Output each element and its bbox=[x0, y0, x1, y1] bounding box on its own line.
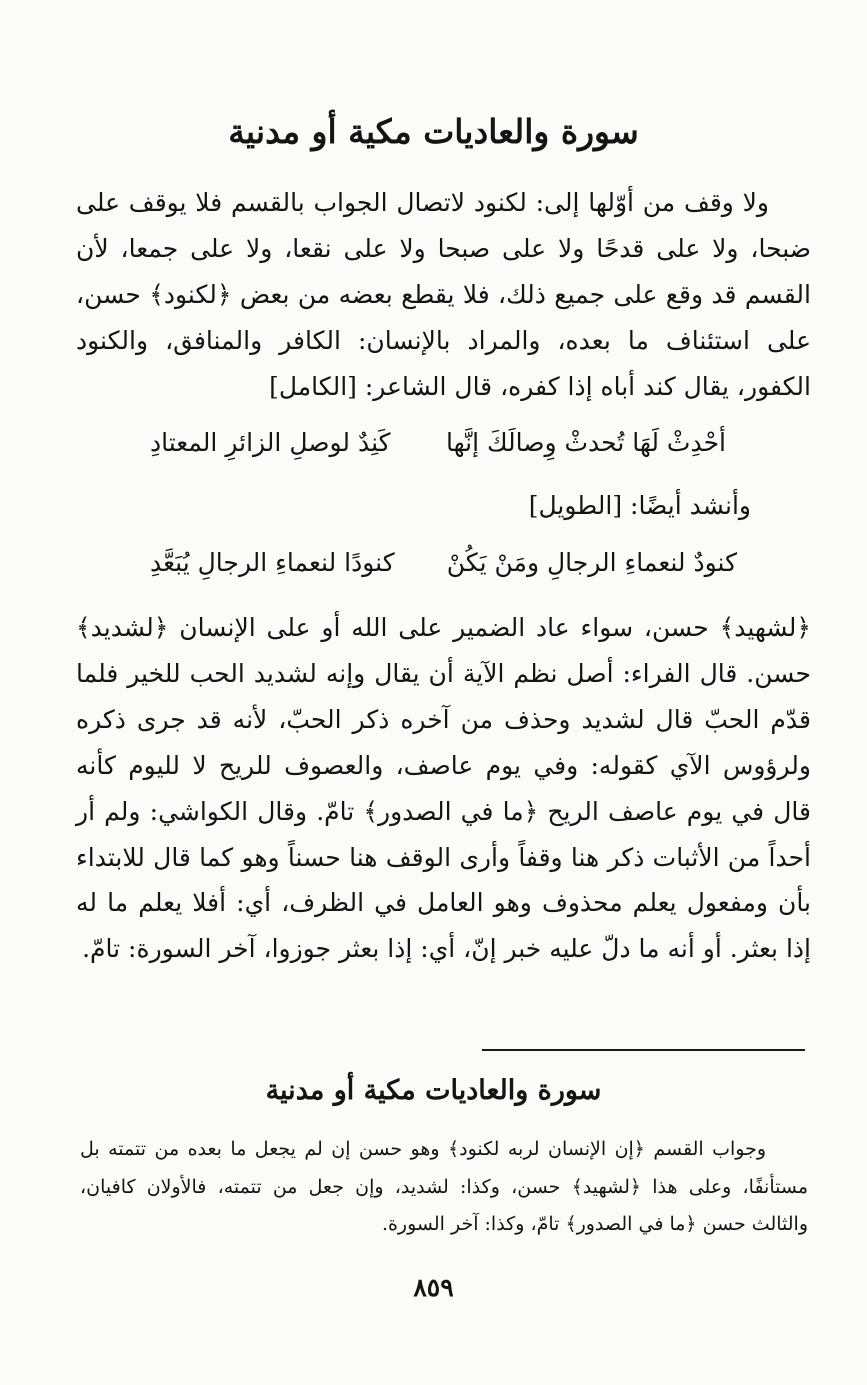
footnote-title: سورة والعاديات مكية أو مدنية bbox=[265, 1075, 602, 1106]
footnote-paragraph: وجواب القسم ﴿إن الإنسان لربه لكنود﴾ وهو حسن إن لم يجعل ما بعده من تتمته بل مستأنفًا، وعلى هذا ﴿لشهيد﴾ حسن، وكذا: لشديد، وإن جعل من تتمته، فالأولان كافيان، والثالث حسن ﴿ما في الصدور﴾ تامّ، وكذا: آخر السورة. bbox=[80, 1138, 808, 1235]
paragraph-2: ﴿لشهيد﴾ حسن، سواء عاد الضمير على الله أو على الإنسان ﴿لشديد﴾ حسن. قال الفراء: أصل نظم الآية أن يقال وإنه لشديد الحب للخير فلما قدّم الحبّ قال لشديد وحذف من آخره ذكر الحبّ، لأنه قد جرى ذكره ولرؤوس الآي كقوله: وفي يوم عاصف، والعصوف للريح لا لليوم كأنه قال في يوم عاصف الريح ﴿ما في الصدور﴾ تامّ. وقال الكواشي: ولم أر أحداً من الأثبات ذكر هنا وقفاً وأرى الوقف هنا حسناً وهو كما قال للابتداء بأن ومفعول يعلم محذوف وهو العامل في الظرف، أي: أفلا يعلم ما له إذا بعثر. أو أنه ما دلّ عليه خبر إنّ، أي: إذا بعثر جوزوا، آخر السورة: تامّ. bbox=[76, 613, 811, 964]
poem1-first-hemistich: أحْدِثْ لَهَا تُحدثْ وِصالَكَ إنَّها bbox=[445, 428, 726, 457]
poem2-second-hemistich: كنودًا لنعماءِ الرجالِ يُبَعَّدِ bbox=[150, 548, 395, 577]
main-text-block-2 bbox=[76, 605, 811, 972]
poem1-second-hemistich: كَنِدٌ لوصلِ الزائرِ المعتادِ bbox=[150, 428, 391, 457]
paragraph-1: ولا وقف من أوّلها إلى: لكنود لاتصال الجواب بالقسم فلا يوقف على ضبحا، ولا على قدحًا ولا على صبحا ولا على نقعا، ولا على جمعا، لأن القسم قد وقع على جميع ذلك، فلا يقطع بعضه من بعض ﴿لكنود﴾ حسن، على استئناف ما بعده، والمراد بالإنسان: الكافر والمنافق، والكنود الكفور، يقال كند أباه إذا كفره، قال الشاعر: [الكامل] bbox=[76, 188, 811, 401]
poem2-first-hemistich: كنودٌ لنعماءِ الرجالِ ومَنْ يَكُنْ bbox=[446, 548, 737, 577]
page-number: ٨٥٩ bbox=[413, 1273, 454, 1302]
footnote-text-block bbox=[80, 1131, 808, 1244]
footnote-separator bbox=[482, 1049, 805, 1051]
main-text-block bbox=[76, 180, 811, 410]
page-title: سورة والعاديات مكية أو مدنية bbox=[228, 112, 639, 151]
poem-intro-line: وأنشد أيضًا: [الطويل] bbox=[528, 491, 751, 520]
